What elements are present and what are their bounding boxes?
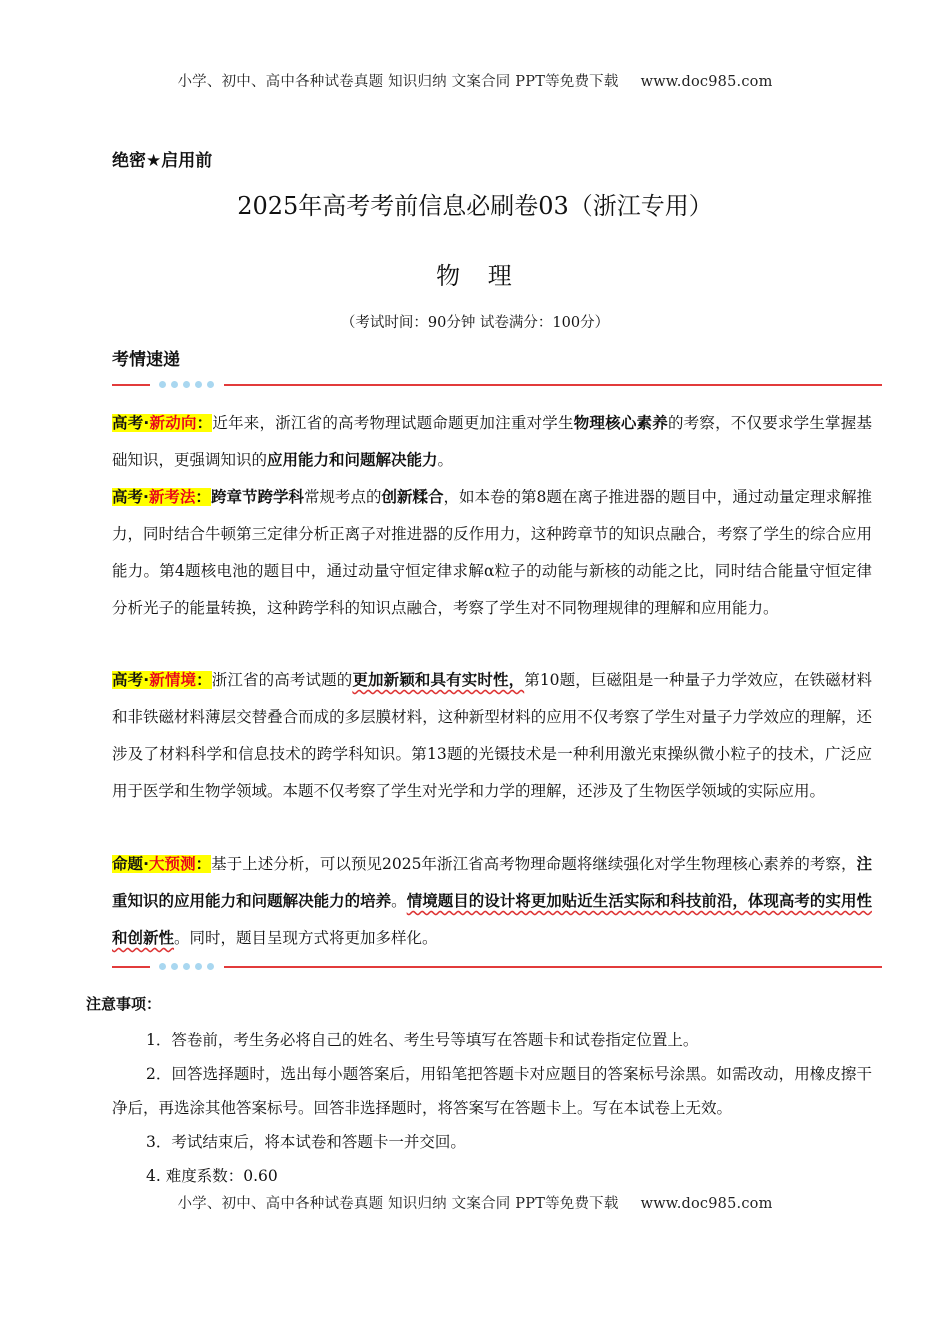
section-heading: 考情速递 bbox=[112, 350, 180, 370]
page-footer bbox=[0, 1192, 950, 1213]
paragraph-new-trend: 高考·新动向：近年来，浙江省的高考物理试题命题更加注重对学生物理核心素养的考察，不仅要求学生掌握基础知识，更强调知识的应用能力和问题解决能力。 bbox=[112, 414, 872, 469]
header-url[interactable]: www.doc985.com bbox=[640, 74, 773, 90]
section-divider-bottom bbox=[112, 960, 882, 974]
tag-new-context: 高考·新情境： bbox=[112, 671, 212, 689]
notes-heading: 注意事项： bbox=[86, 995, 162, 1013]
page-header bbox=[0, 70, 950, 91]
paragraph-new-method: 高考·新考法：跨章节跨学科常规考点的创新糅合，如本卷的第8题在离子推进器的题目中，通过动量定理求解推力，同时结合牛顿第三定律分析正离子对推进器的反作用力，这种跨章节的知识点融合，考察了学生的综合应用能力。第4题核电池的题目中，通过动量守恒定律求解α粒子的动能与新核的动能之比，同时结合能量守恒定律分析光子的能量转换，这种跨学科的知识点融合，考察了学生对不同物理规律的理解和应用能力。 bbox=[112, 488, 872, 617]
tag-new-trend: 高考·新动向： bbox=[112, 414, 213, 432]
note-item: 3．考试结束后，将本试卷和答题卡一并交回。 bbox=[146, 1133, 466, 1151]
header-text: 小学、初中、高中各种试卷真题 知识归纳 文案合同 PPT等免费下载 bbox=[177, 74, 619, 90]
tag-prediction: 命题·大预测： bbox=[112, 855, 212, 873]
paper-title: 2025年高考考前信息必刷卷03（浙江专用） bbox=[237, 192, 713, 220]
note-item: 2．回答选择题时，选出每小题答案后，用铅笔把答题卡对应题目的答案标号涂黑。如需改动，用橡皮擦干净后，再选涂其他答案标号。回答非选择题时，将答案写在答题卡上。写在本试卷上无效。 bbox=[112, 1065, 872, 1117]
subject-title: 物 理 bbox=[436, 262, 522, 290]
secret-label: 绝密★启用前 bbox=[112, 151, 213, 171]
exam-info: （考试时间：90分钟 试卷满分：100分） bbox=[340, 315, 610, 331]
footer-url[interactable]: www.doc985.com bbox=[640, 1196, 773, 1212]
footer-text: 小学、初中、高中各种试卷真题 知识归纳 文案合同 PPT等免费下载 bbox=[177, 1196, 619, 1212]
paragraph-new-context: 高考·新情境：浙江省的高考试题的更加新颖和具有实时性，第10题，巨磁阻是一种量子力学效应，在铁磁材料和非铁磁材料薄层交替叠合而成的多层膜材料，这种新型材料的应用不仅考察了学生对量子力学效应的理解，还涉及了材料科学和信息技术的跨学科知识。第13题的光镊技术是一种利用激光束操纵微小粒子的技术，广泛应用于医学和生物学领域。本题不仅考察了学生对光学和力学的理解，还涉及了生物医学领域的实际应用。 bbox=[112, 671, 872, 800]
paragraph-prediction: 命题·大预测：基于上述分析，可以预见2025年浙江省高考物理命题将继续强化对学生物理核心素养的考察，注重知识的应用能力和问题解决能力的培养。情境题目的设计将更加贴近生活实际和科技前沿，体现高考的实用性和创新性。同时，题目呈现方式将更加多样化。 bbox=[112, 855, 872, 947]
section-divider-top bbox=[112, 378, 882, 392]
note-item: 4. 难度系数：0.60 bbox=[146, 1167, 278, 1185]
note-item: 1．答卷前，考生务必将自己的姓名、考生号等填写在答题卡和试卷指定位置上。 bbox=[146, 1031, 699, 1049]
tag-new-method: 高考·新考法： bbox=[112, 488, 211, 506]
